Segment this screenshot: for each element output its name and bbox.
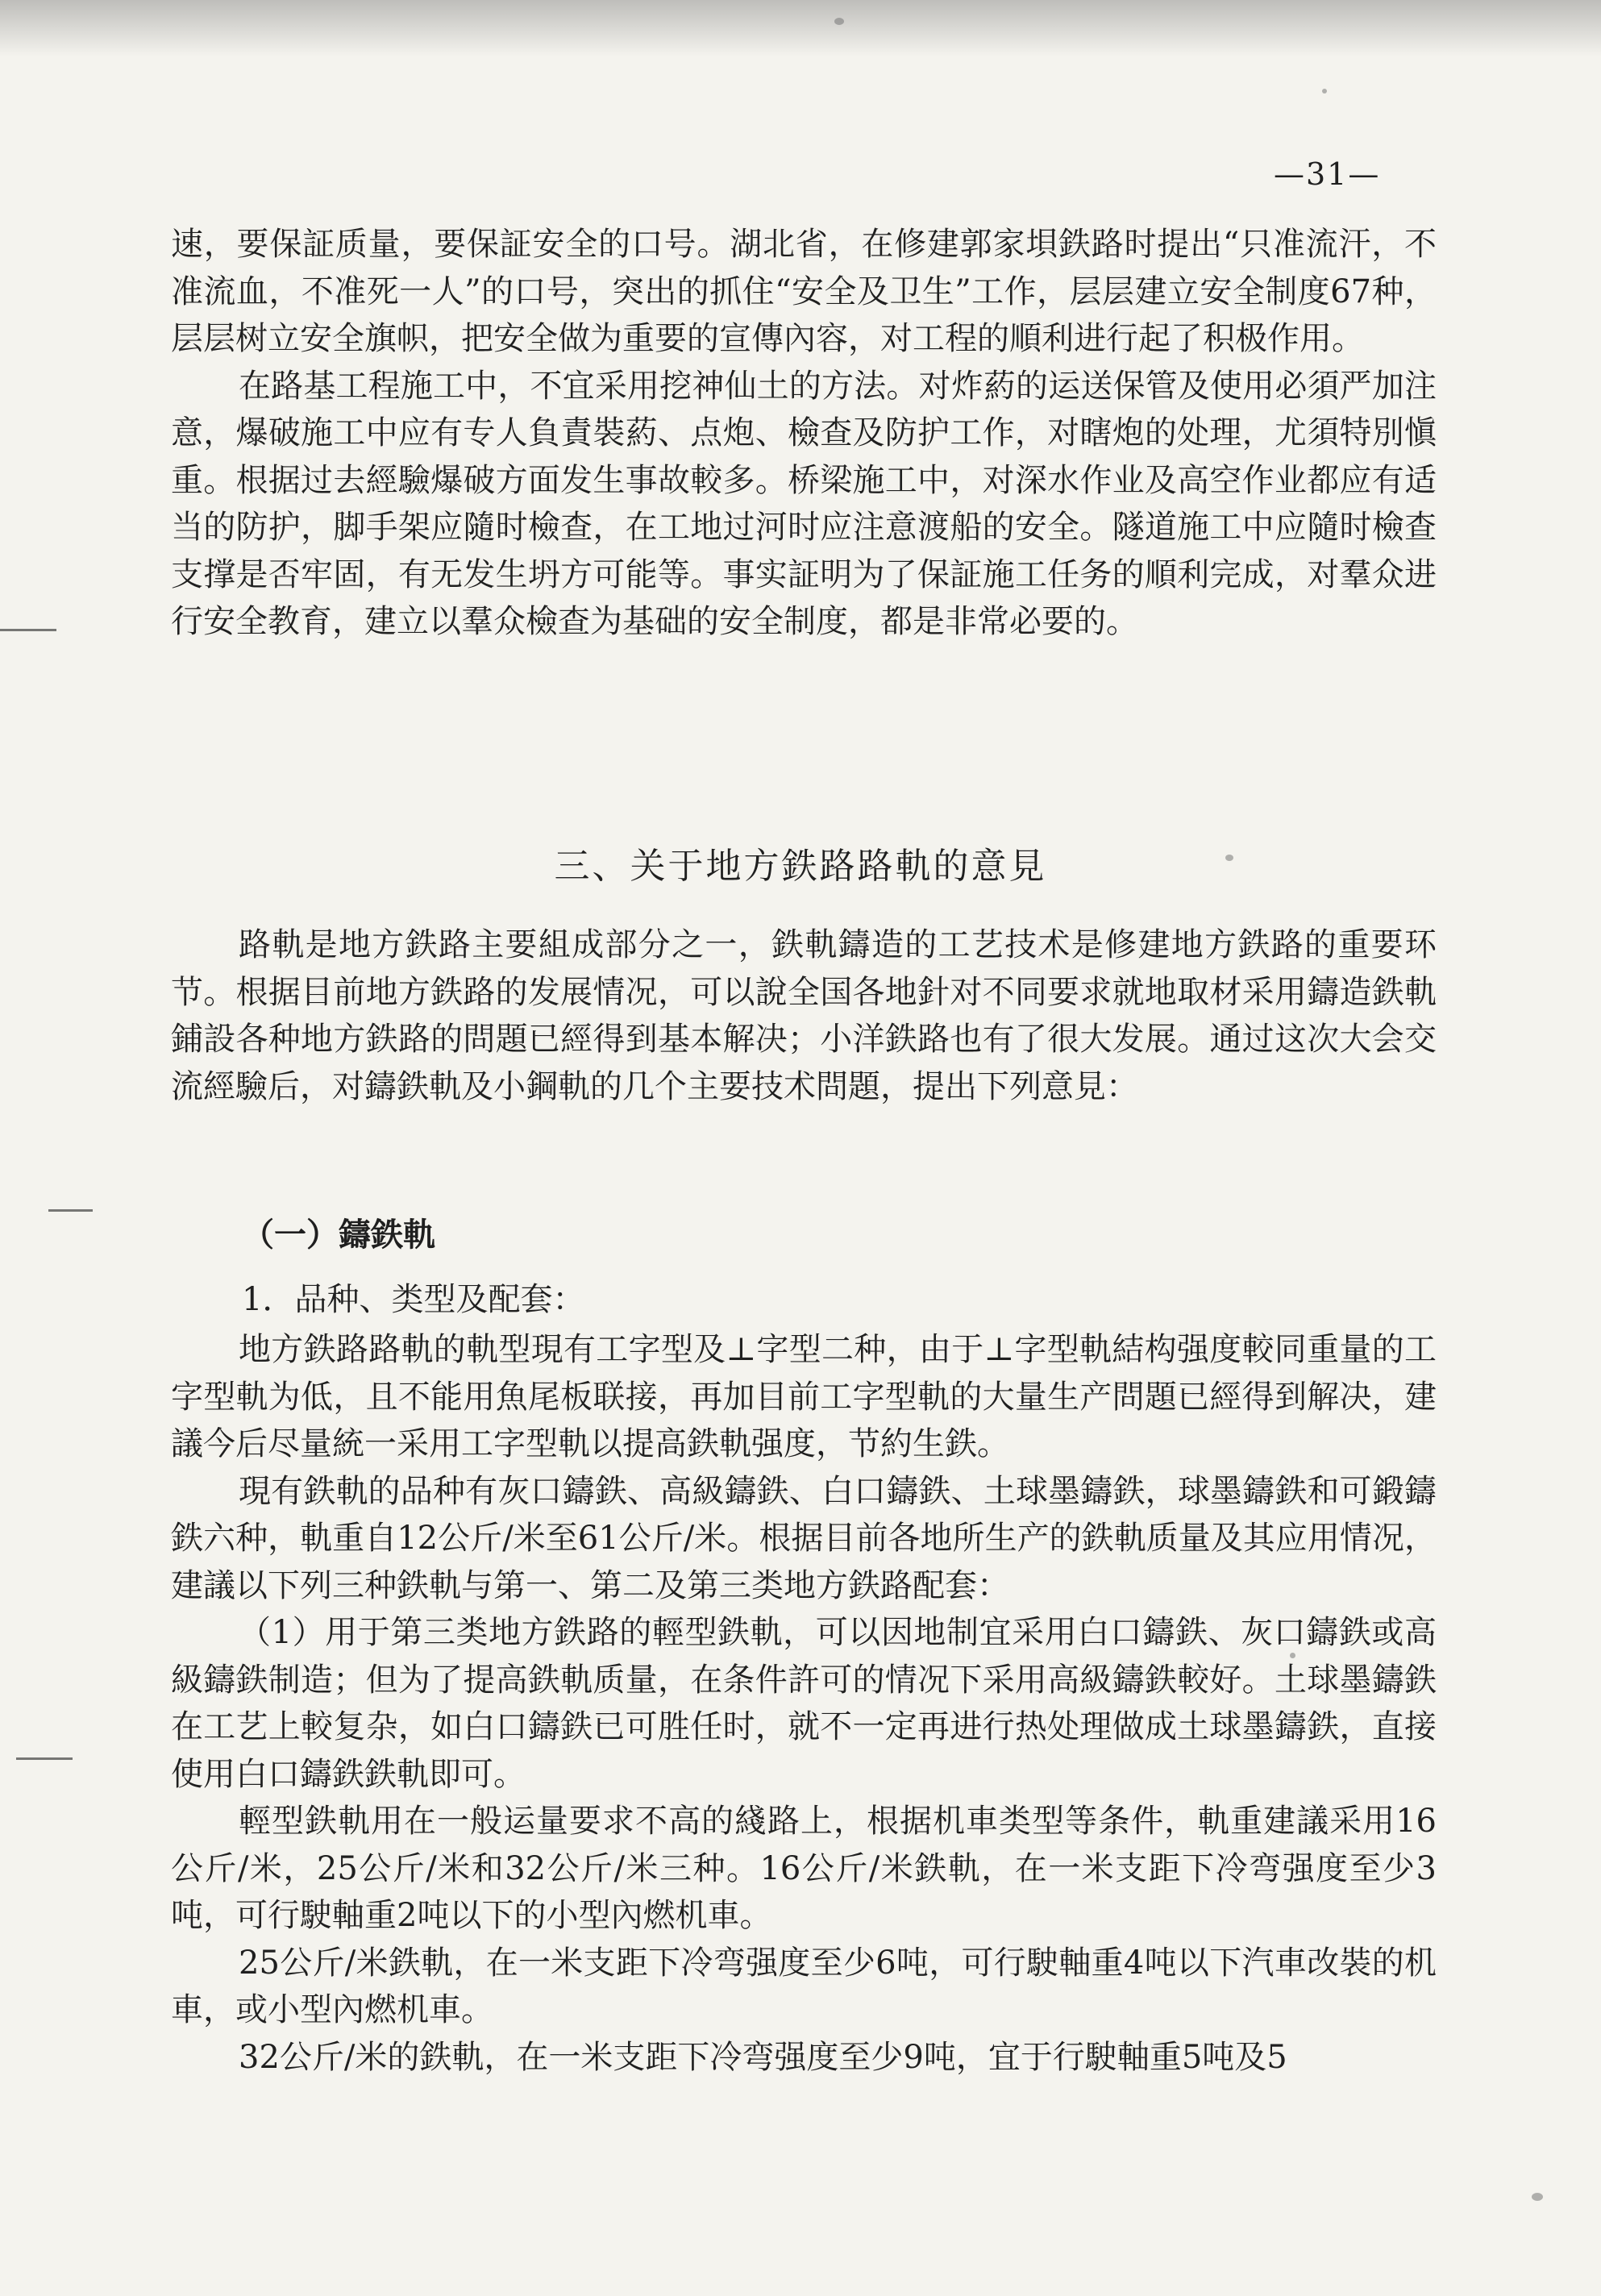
paragraph-25kg-rail: 25公斤/米鉄軌，在一米支距下冷弯强度至少6吨，可行駛軸重4吨以下汽車改裝的机車，或小型內燃机車。 — [171, 1944, 1437, 2028]
page-number: —31— — [1274, 156, 1381, 192]
scan-speck — [1532, 2193, 1543, 2201]
paragraph-rail-intro: 路軌是地方鉄路主要組成部分之一，鉄軌鑄造的工艺技术是修建地方鉄路的重要环节。根据目前地方鉄路的发展情况，可以說全国各地針对不同要求就地取材采用鑄造鉄軌鋪設各种地方鉄路的問題已經得到基本解决；小洋鉄路也有了很大发展。通过这次大会交流經驗后，对鑄鉄軌及小鋼軌的几个主要技术問題，提出下列意見： — [171, 926, 1437, 1105]
paragraph-rail-type: 地方鉄路路軌的軌型現有工字型及⊥字型二种，由于⊥字型軌結构强度較同重量的工字型軌为低，且不能用魚尾板联接，再加目前工字型軌的大量生产問題已經得到解决，建議今后尽量統一采用工字型軌以提高鉄軌强度，节約生鉄。 — [171, 1331, 1437, 1462]
scan-edge-mark — [48, 1209, 93, 1212]
body-text-rail-details — [171, 1326, 1437, 2081]
paragraph-rail-varieties: 現有鉄軌的品种有灰口鑄鉄、高級鑄鉄、白口鑄鉄、土球墨鑄鉄，球墨鑄鉄和可鍛鑄鉄六种，軌重自12公斤/米至61公斤/米。根据目前各地所生产的鉄軌质量及其应用情况，建議以下列三种鉄軌与第一、第二及第三类地方鉄路配套： — [171, 1472, 1437, 1604]
body-text-section-intro — [171, 921, 1437, 1110]
scan-top-shadow — [0, 0, 1601, 56]
paragraph-construction-safety: 在路基工程施工中，不宜采用挖神仙土的方法。对炸葯的运送保管及使用必須严加注意，爆破施工中应有专人負責裝葯、点炮、檢查及防护工作，对瞎炮的处理，尤須特別愼重。根据过去經驗爆破方面发生事故較多。桥梁施工中，对深水作业及高空作业都应有适当的防护，脚手架应隨时檢查，在工地过河时应注意渡船的安全。隧道施工中应隨时檢查支撑是否牢固，有无发生坍方可能等。事实証明为了保証施工任务的順利完成，对羣众进行安全教育，建立以羣众檢查为基础的安全制度，都是非常必要的。 — [171, 367, 1437, 640]
paragraph-light-rail-weights: 輕型鉄軌用在一般运量要求不高的綫路上，根据机車类型等条件，軌重建議采用16公斤/米，25公斤/米和32公斤/米三种。16公斤/米鉄軌，在一米支距下冷弯强度至少3吨，可行駛軸重2吨以下的小型內燃机車。 — [171, 1803, 1437, 1934]
scan-speck — [834, 18, 844, 25]
body-text-top — [171, 221, 1437, 646]
paragraph-light-rail: （1）用于第三类地方鉄路的輕型鉄軌，可以因地制宜采用白口鑄鉄、灰口鑄鉄或高級鑄鉄制造；但为了提高鉄軌质量，在条件許可的情况下采用高級鑄鉄較好。土球墨鑄鉄在工艺上較复杂，如白口鑄鉄已可胜任时，就不一定再进行热处理做成土球墨鑄鉄，直接使用白口鑄鉄鉄軌即可。 — [171, 1614, 1437, 1793]
scan-speck — [1322, 89, 1327, 94]
paragraph-safety-slogan: 速，要保証质量，要保証安全的口号。湖北省，在修建郭家垻鉄路时提出“只准流汗，不准流血，不准死一人”的口号，突出的抓住“安全及卫生”工作，层层建立安全制度67种，层层树立安全旗帜，把安全做为重要的宣傳內容，对工程的順利进行起了积极作用。 — [171, 226, 1437, 357]
section-title: 三、关于地方鉄路路軌的意見 — [554, 846, 1047, 887]
scan-edge-mark — [0, 629, 56, 631]
scan-edge-mark — [16, 1757, 73, 1760]
item-heading: 1．品种、类型及配套： — [242, 1281, 585, 1318]
paragraph-32kg-rail: 32公斤/米的鉄軌，在一米支距下冷弯强度至少9吨，宜于行駛軸重5吨及5 — [239, 2038, 1287, 2076]
subsection-heading: （一）鑄鉄軌 — [242, 1216, 435, 1254]
